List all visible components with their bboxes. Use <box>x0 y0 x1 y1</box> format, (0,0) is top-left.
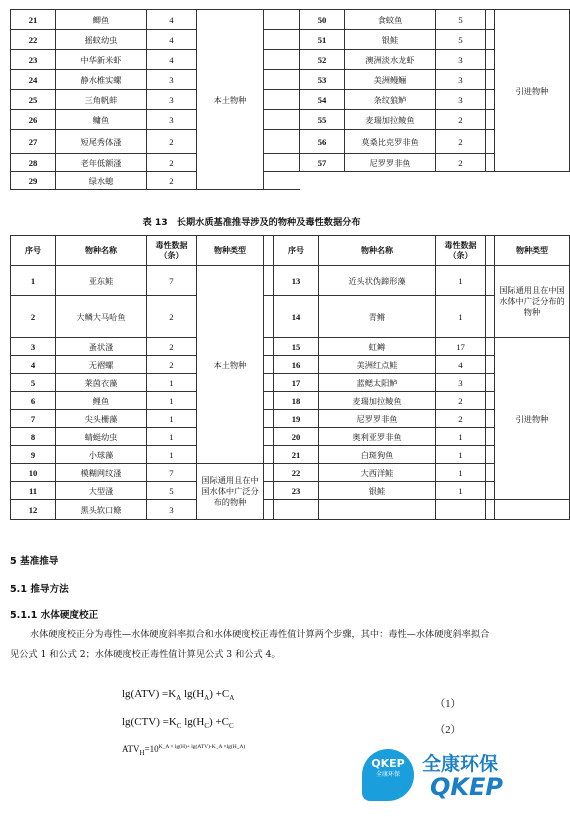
cell-gap <box>486 70 495 90</box>
table-row <box>11 90 570 110</box>
cell-type: 国际通用且在中国水体中广泛分布的物种 <box>197 464 264 520</box>
cell-no: 18 <box>274 392 319 410</box>
equation-3: $ATV_H=10^{K\_A \times lg(H)+ lg(ATV)-K\_A \times lg(H\_A)}$ <box>122 744 246 757</box>
cell-species: 鲫鱼 <box>56 10 147 30</box>
table-row <box>11 356 570 374</box>
header-type-2: 物种类型 <box>495 236 570 266</box>
cell-count: 1 <box>436 464 486 482</box>
cell-empty <box>486 500 495 520</box>
cell-species: 尖头栅藻 <box>56 410 147 428</box>
table-row <box>11 428 570 446</box>
table-row <box>11 172 570 190</box>
cell-species: 美洲鳗鲡 <box>345 70 436 90</box>
table-row <box>11 410 570 428</box>
cell-count: 1 <box>147 392 197 410</box>
cell-count: 4 <box>147 10 197 30</box>
cell-gap <box>486 356 495 374</box>
cell-count: 2 <box>436 110 486 130</box>
cell-no: 3 <box>11 338 56 356</box>
cell-count: 7 <box>147 266 197 296</box>
table-row <box>11 30 570 50</box>
cell-count: 2 <box>436 392 486 410</box>
header-gap-2 <box>486 236 495 266</box>
cell-type: 引进物种 <box>495 10 570 172</box>
cell-species: 三角帆蚌 <box>56 90 147 110</box>
cell-species: 亚东鲑 <box>56 266 147 296</box>
cell-count: 2 <box>147 154 197 172</box>
logo-badge-icon: QKEP 全康环保 <box>362 749 414 801</box>
cell-gap <box>264 130 300 154</box>
cell-species: 尼罗罗非鱼 <box>319 410 436 428</box>
cell-no: 4 <box>11 356 56 374</box>
table-row <box>11 50 570 70</box>
header-no-2: 序号 <box>274 236 319 266</box>
cell-species: 银鲑 <box>345 30 436 50</box>
cell-count: 3 <box>436 374 486 392</box>
cell-count: 3 <box>147 500 197 520</box>
cell-species: 蚤状溞 <box>56 338 147 356</box>
logo-chinese-text: 全康环保 <box>422 753 499 775</box>
cell-gap <box>486 50 495 70</box>
cell-type: 引进物种 <box>495 338 570 500</box>
header-name: 物种名称 <box>56 236 147 266</box>
cell-species: 小球藻 <box>56 446 147 464</box>
cell-gap <box>486 338 495 356</box>
table-row <box>11 10 570 30</box>
cell-no: 22 <box>274 464 319 482</box>
equation-1: $\lg(ATV) =K_A$ $\lg(H_A) +C_A$ <box>122 688 235 703</box>
cell-no: 51 <box>300 30 345 50</box>
heading-5: 5 基准推导 <box>10 556 59 567</box>
cell-species: 绿水螅 <box>56 172 147 190</box>
table-row <box>11 482 570 500</box>
cell-species: 澳洲淡水龙虾 <box>345 50 436 70</box>
cell-gap <box>264 266 274 296</box>
cell-gap <box>486 482 495 500</box>
cell-species: 莱茵衣藻 <box>56 374 147 392</box>
cell-count: 7 <box>147 464 197 482</box>
cell-no: 20 <box>274 428 319 446</box>
cell-gap <box>486 30 495 50</box>
cell-gap <box>486 374 495 392</box>
table-header-row <box>11 236 570 266</box>
cell-species: 鳙鱼 <box>56 110 147 130</box>
table-row <box>11 296 570 338</box>
cell-empty <box>436 172 486 190</box>
cell-species: 老年低额溞 <box>56 154 147 172</box>
cell-gap <box>486 464 495 482</box>
table-row <box>11 464 570 482</box>
cell-no: 10 <box>11 464 56 482</box>
header-no: 序号 <box>11 236 56 266</box>
cell-count: 3 <box>436 70 486 90</box>
cell-count: 2 <box>147 338 197 356</box>
cell-count: 4 <box>147 50 197 70</box>
cell-species: 无褶螺 <box>56 356 147 374</box>
cell-no: 52 <box>300 50 345 70</box>
cell-species: 美洲红点鲑 <box>319 356 436 374</box>
cell-gap <box>486 110 495 130</box>
cell-count: 2 <box>147 130 197 154</box>
cell-gap <box>486 10 495 30</box>
cell-gap <box>264 30 300 50</box>
cell-no: 1 <box>11 266 56 296</box>
cell-empty <box>495 172 570 190</box>
table-row <box>11 110 570 130</box>
cell-empty <box>319 500 436 520</box>
cell-count: 3 <box>147 90 197 110</box>
cell-no: 5 <box>11 374 56 392</box>
cell-species: 摇蚊幼虫 <box>56 30 147 50</box>
equation-2: $\lg(CTV) =K_C$ $\lg(H_C) +C_C$ <box>122 716 234 731</box>
cell-species: 大鳞大马哈鱼 <box>56 296 147 338</box>
header-type: 物种类型 <box>197 236 264 266</box>
cell-gap <box>486 90 495 110</box>
table-row <box>11 392 570 410</box>
header-gap <box>264 236 274 266</box>
cell-no: 15 <box>274 338 319 356</box>
cell-count: 3 <box>147 70 197 90</box>
cell-gap <box>264 464 274 482</box>
logo-english-text: QKEP <box>430 773 503 801</box>
cell-species: 尼罗罗非鱼 <box>345 154 436 172</box>
cell-species: 莫桑比克罗非鱼 <box>345 130 436 154</box>
cell-empty <box>495 500 570 520</box>
cell-count: 5 <box>147 482 197 500</box>
table-row <box>11 266 570 296</box>
cell-no: 22 <box>11 30 56 50</box>
cell-no: 23 <box>11 50 56 70</box>
cell-no: 54 <box>300 90 345 110</box>
table-row <box>11 70 570 90</box>
cell-no: 26 <box>11 110 56 130</box>
cell-empty <box>486 172 495 190</box>
cell-species: 模糊网纹溞 <box>56 464 147 482</box>
cell-species: 大型溞 <box>56 482 147 500</box>
cell-no: 56 <box>300 130 345 154</box>
cell-species: 短尾秀体溞 <box>56 130 147 154</box>
cell-no: 13 <box>274 266 319 296</box>
cell-count: 2 <box>147 172 197 190</box>
cell-count: 1 <box>436 482 486 500</box>
qkep-logo <box>362 745 502 805</box>
cell-no: 53 <box>300 70 345 90</box>
cell-species: 白斑狗鱼 <box>319 446 436 464</box>
cell-no: 2 <box>11 296 56 338</box>
cell-count: 3 <box>436 50 486 70</box>
cell-gap <box>486 392 495 410</box>
cell-species: 静水椎实螺 <box>56 70 147 90</box>
equation-1-number: （1） <box>434 699 461 710</box>
cell-gap <box>264 410 274 428</box>
cell-no: 27 <box>11 130 56 154</box>
cell-gap <box>264 338 274 356</box>
cell-empty <box>345 172 436 190</box>
cell-count: 17 <box>436 338 486 356</box>
cell-count: 1 <box>147 428 197 446</box>
table-13 <box>10 235 570 520</box>
cell-species: 鲤鱼 <box>56 392 147 410</box>
cell-count: 4 <box>147 30 197 50</box>
cell-empty <box>274 500 319 520</box>
cell-gap <box>264 446 274 464</box>
table-row <box>11 154 570 172</box>
heading-5-1: 5.1 推导方法 <box>10 584 69 595</box>
cell-no: 23 <box>274 482 319 500</box>
table-12-continued <box>10 9 570 190</box>
cell-count: 5 <box>436 10 486 30</box>
cell-no: 57 <box>300 154 345 172</box>
cell-no: 14 <box>274 296 319 338</box>
cell-species: 中华新米虾 <box>56 50 147 70</box>
cell-count: 5 <box>436 30 486 50</box>
cell-gap <box>264 50 300 70</box>
cell-gap <box>486 428 495 446</box>
cell-count: 2 <box>436 154 486 172</box>
header-count-2: 毒性数据（条） <box>436 236 486 266</box>
cell-count: 4 <box>436 356 486 374</box>
header-name-2: 物种名称 <box>319 236 436 266</box>
table-row <box>11 374 570 392</box>
cell-no: 50 <box>300 10 345 30</box>
header-count: 毒性数据（条） <box>147 236 197 266</box>
cell-count: 2 <box>147 356 197 374</box>
cell-no: 7 <box>11 410 56 428</box>
cell-no: 8 <box>11 428 56 446</box>
cell-no: 21 <box>11 10 56 30</box>
cell-gap <box>264 172 300 190</box>
cell-gap <box>486 154 495 172</box>
cell-species: 蓝鳃太阳鲈 <box>319 374 436 392</box>
cell-no: 55 <box>300 110 345 130</box>
cell-gap <box>264 482 274 500</box>
cell-gap <box>486 410 495 428</box>
cell-type: 国际通用且在中国水体中广泛分布的物种 <box>495 266 570 338</box>
cell-gap <box>486 446 495 464</box>
cell-type: 本土物种 <box>197 266 264 464</box>
cell-species: 麦瑞加拉鲮鱼 <box>319 392 436 410</box>
cell-gap <box>264 296 274 338</box>
cell-count: 1 <box>147 374 197 392</box>
cell-no: 12 <box>11 500 56 520</box>
paragraph-hardness: 水体硬度校正分为毒性—水体硬度斜率拟合和水体硬度校正毒性值计算两个步骤，其中：毒性—水体硬度斜率拟合见公式 1 和公式 2；水体硬度校正毒性值计算见公式 3 和公式 4。 <box>10 629 490 660</box>
cell-no: 17 <box>274 374 319 392</box>
cell-species: 蜻蜓幼虫 <box>56 428 147 446</box>
table-row <box>11 500 570 520</box>
cell-count: 1 <box>436 296 486 338</box>
cell-gap <box>264 110 300 130</box>
equation-2-number: （2） <box>434 725 461 736</box>
cell-gap <box>486 296 495 338</box>
cell-gap <box>264 154 300 172</box>
cell-no: 6 <box>11 392 56 410</box>
table-row <box>11 130 570 154</box>
cell-count: 1 <box>147 410 197 428</box>
cell-count: 3 <box>147 110 197 130</box>
cell-species: 麦瑞加拉鲮鱼 <box>345 110 436 130</box>
cell-species: 虹鳟 <box>319 338 436 356</box>
cell-species: 大西洋鲑 <box>319 464 436 482</box>
cell-count: 1 <box>436 428 486 446</box>
cell-empty <box>300 172 345 190</box>
cell-count: 2 <box>436 130 486 154</box>
cell-gap <box>264 392 274 410</box>
cell-no: 28 <box>11 154 56 172</box>
cell-no: 24 <box>11 70 56 90</box>
cell-gap <box>486 266 495 296</box>
cell-gap <box>264 356 274 374</box>
cell-count: 3 <box>436 90 486 110</box>
table-row <box>11 338 570 356</box>
cell-species: 近头状伪蹄形藻 <box>319 266 436 296</box>
cell-species: 条纹狼鲈 <box>345 90 436 110</box>
cell-species: 食蚊鱼 <box>345 10 436 30</box>
cell-count: 1 <box>436 446 486 464</box>
cell-species: 奥利亚罗非鱼 <box>319 428 436 446</box>
cell-gap <box>264 500 274 520</box>
cell-count: 1 <box>436 266 486 296</box>
table-13-caption: 表 13 长期水质基准推导涉及的物种及毒性数据分布 <box>142 217 361 228</box>
cell-gap <box>486 130 495 154</box>
cell-species: 银鲑 <box>319 482 436 500</box>
cell-no: 11 <box>11 482 56 500</box>
cell-gap <box>264 70 300 90</box>
heading-5-1-1: 5.1.1 水体硬度校正 <box>10 610 99 621</box>
cell-no: 9 <box>11 446 56 464</box>
cell-no: 29 <box>11 172 56 190</box>
cell-no: 16 <box>274 356 319 374</box>
cell-type: 本土物种 <box>197 10 264 190</box>
cell-gap <box>264 90 300 110</box>
cell-count: 2 <box>436 410 486 428</box>
cell-empty <box>436 500 486 520</box>
cell-no: 21 <box>274 446 319 464</box>
cell-species: 青鳉 <box>319 296 436 338</box>
cell-gap <box>264 428 274 446</box>
cell-species: 黑头软口鲦 <box>56 500 147 520</box>
table-row <box>11 446 570 464</box>
cell-gap <box>264 374 274 392</box>
cell-count: 2 <box>147 296 197 338</box>
cell-count: 1 <box>147 446 197 464</box>
cell-no: 19 <box>274 410 319 428</box>
cell-no: 25 <box>11 90 56 110</box>
cell-gap <box>264 10 300 30</box>
